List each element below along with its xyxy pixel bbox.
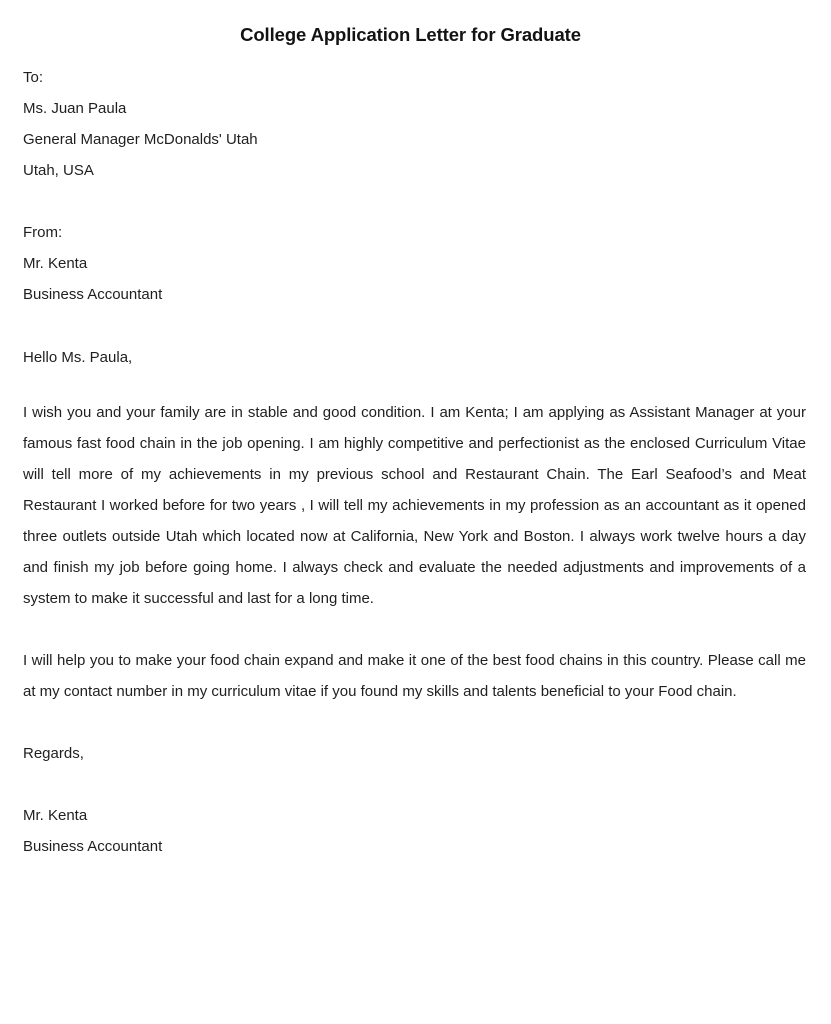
sender-position: Business Accountant bbox=[23, 286, 163, 303]
page-title: College Application Letter for Graduate bbox=[240, 24, 581, 45]
signature-block bbox=[23, 800, 806, 862]
letter-body-container bbox=[23, 0, 806, 862]
recipient-block bbox=[23, 62, 806, 186]
greeting-line: Hello Ms. Paula, bbox=[23, 349, 133, 366]
sender-name: Mr. Kenta bbox=[23, 255, 88, 272]
recipient-position: General Manager McDonalds' Utah bbox=[23, 131, 258, 148]
body-paragraph-1: I wish you and your family are in stable and good condition. I am Kenta; I am applying as Assistant Manager at your famous fast food chain in the job opening. I am highly competitive and perfectionist as the enclosed Curriculum Vitae will tell more of my achievements in my previous school and Restaurant Chain. The Earl Seafood’s and Meat Restaurant I worked before for two years , I will tell my achievements in my profession as an accountant as it opened three outlets outside Utah which located now at California, New York and Boston. I always work twelve hours a day and finish my job before going home. I always check and evaluate the needed adjustments and improvements of a system to make it successful and last for a long time. bbox=[23, 404, 806, 607]
recipient-name: Ms. Juan Paula bbox=[23, 100, 127, 117]
sender-block bbox=[23, 217, 806, 310]
sender-label: From: bbox=[23, 224, 63, 241]
signature-name: Mr. Kenta bbox=[23, 807, 88, 824]
closing-salutation: Regards, bbox=[23, 745, 84, 762]
signature-position: Business Accountant bbox=[23, 838, 163, 855]
closing-salutation-block bbox=[23, 738, 806, 769]
recipient-location: Utah, USA bbox=[23, 162, 94, 179]
greeting-block bbox=[23, 342, 806, 373]
body-paragraph-2: I will help you to make your food chain expand and make it one of the best food chains in this country. Please call me at my contact number in my curriculum vitae if you found my skills and talents beneficial to your Food chain. bbox=[23, 652, 806, 700]
recipient-label: To: bbox=[23, 69, 44, 86]
